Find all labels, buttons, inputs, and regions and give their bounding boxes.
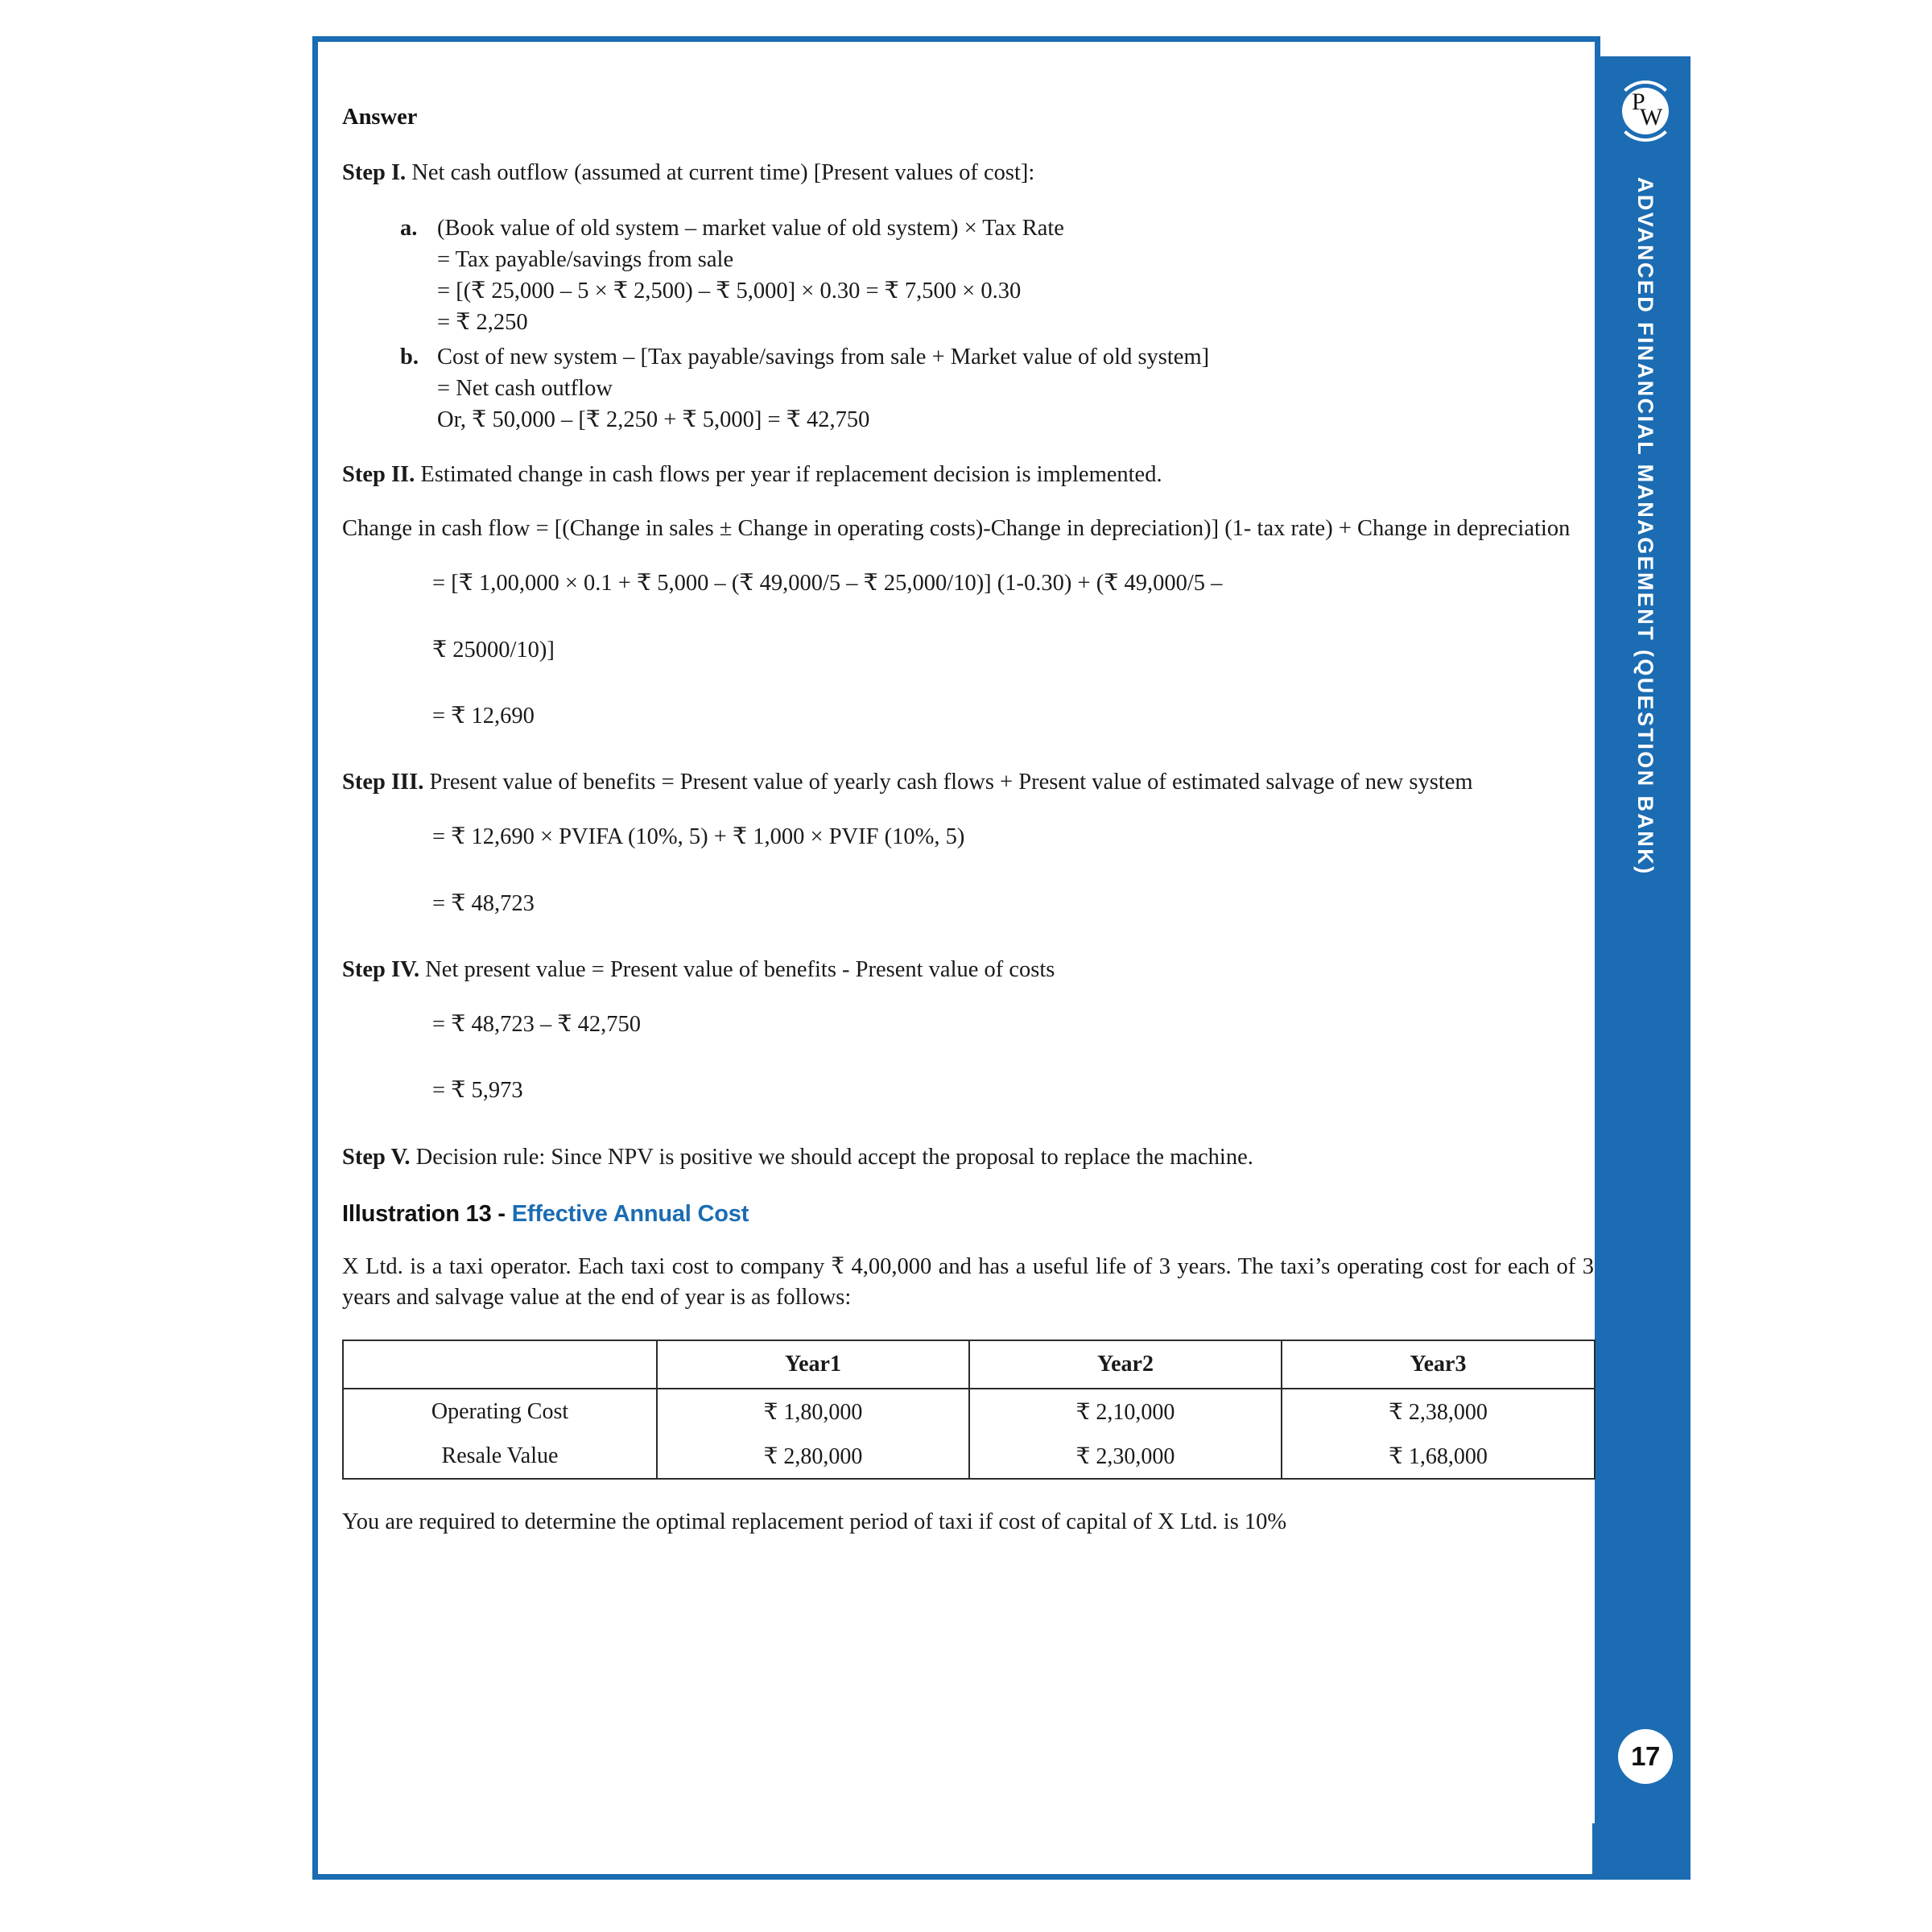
step-1-paragraph: [342, 158, 1594, 188]
step-1-list: [342, 213, 1614, 436]
illustration-number: Illustration 13: [342, 1201, 492, 1228]
step-4-equation-2: = ₹ 5,973: [432, 1078, 523, 1104]
step-4-paragraph: [342, 955, 1594, 985]
list-line: Or, ₹ 50,000 – [₹ 2,250 + ₹ 5,000] = ₹ 42,750: [437, 407, 870, 432]
step-4-text: Net present value = Present value of benefits - Present value of costs: [419, 957, 1055, 982]
step-3-equation-1: = ₹ 12,690 × PVIFA (10%, 5) + ₹ 1,000 × PVIF (10%, 5): [432, 824, 965, 850]
step-4-equation-1: = ₹ 48,723 – ₹ 42,750: [432, 1011, 641, 1037]
illustration-title: Effective Annual Cost: [511, 1201, 749, 1228]
table-cell: ₹ 1,68,000: [1282, 1434, 1595, 1479]
illustration-heading: [342, 1201, 1614, 1228]
table-header-cell: Year2: [969, 1340, 1282, 1389]
step-5-label: Step V.: [342, 1144, 411, 1170]
list-item: [342, 341, 1614, 436]
list-line: = Net cash outflow: [437, 375, 613, 401]
list-line: = Tax payable/savings from sale: [437, 246, 734, 272]
table-header-cell: Year3: [1282, 1340, 1595, 1389]
logo-letter-w: W: [1640, 104, 1663, 130]
list-line: (Book value of old system – market value of old system) × Tax Rate: [437, 215, 1064, 241]
table-row-label: Operating Cost: [343, 1389, 657, 1434]
step-5-paragraph: [342, 1142, 1594, 1173]
step-3-equation-2: = ₹ 48,723: [432, 890, 535, 916]
step-5-text: Decision rule: Since NPV is positive we should accept the proposal to replace the machine.: [410, 1144, 1253, 1170]
step-2-label: Step II.: [342, 461, 415, 487]
illustration-intro: X Ltd. is a taxi operator. Each taxi cost to company ₹ 4,00,000 and has a useful life of 3 years. The taxi’s operating cost for each of 3 years and salvage value at the end of year is as follows:: [342, 1254, 1594, 1310]
step-3-text: Present value of benefits = Present value of yearly cash flows + Present value of estimated salvage of new system: [423, 770, 1473, 795]
step-2-formula: Change in cash flow = [(Change in sales ± Change in operating costs)-Change in depreciation)] (1- tax rate) + Change in depreciation: [342, 516, 1571, 542]
table-header-cell: [343, 1340, 657, 1389]
list-line: Cost of new system – [Tax payable/savings from sale + Market value of old system]: [437, 344, 1210, 369]
step-2-equation-2: ₹ 25000/10)]: [432, 637, 555, 663]
sidebar-notch: [1592, 1823, 1604, 1880]
list-line: = ₹ 2,250: [437, 309, 528, 335]
document-body: [342, 105, 1614, 1562]
table-header-cell: Year1: [657, 1340, 969, 1389]
page-number-text: 17: [1631, 1741, 1660, 1771]
step-4-label: Step IV.: [342, 957, 420, 982]
sidebar-title-text: ADVANCED FINANCIAL MANAGEMENT (QUESTION BANK): [1633, 177, 1657, 876]
table-cell: ₹ 2,30,000: [969, 1434, 1282, 1479]
logo-letters: [1622, 88, 1669, 134]
page-number-badge: [1618, 1729, 1673, 1784]
list-marker: a.: [400, 215, 418, 241]
pw-logo: [1613, 79, 1678, 143]
illustration-separator: -: [491, 1201, 512, 1228]
answer-heading: Answer: [342, 105, 418, 130]
list-marker: b.: [400, 344, 419, 369]
step-3-paragraph: [342, 767, 1594, 798]
table-cell: ₹ 2,80,000: [657, 1434, 969, 1479]
table-cell: ₹ 2,38,000: [1282, 1389, 1595, 1434]
list-line: = [(₹ 25,000 – 5 × ₹ 2,500) – ₹ 5,000] × 0.30 = ₹ 7,500 × 0.30: [437, 278, 1022, 303]
table-row: [343, 1389, 1595, 1434]
illustration-closing: You are required to determine the optimal replacement period of taxi if cost of capital of X Ltd. is 10%: [342, 1509, 1287, 1535]
step-2-text: Estimated change in cash flows per year if replacement decision is implemented.: [415, 461, 1162, 487]
step-2-paragraph: [342, 460, 1594, 490]
step-2-equation-3: = ₹ 12,690: [432, 703, 535, 729]
table-cell: ₹ 2,10,000: [969, 1389, 1282, 1434]
logo-letter-p: P: [1632, 89, 1645, 115]
step-2-equation-1: = [₹ 1,00,000 × 0.1 + ₹ 5,000 – (₹ 49,000/5 – ₹ 25,000/10)] (1-0.30) + (₹ 49,000/5 –: [432, 571, 1223, 597]
list-item: [342, 213, 1614, 338]
step-1-text: Net cash outflow (assumed at current time) [Present values of cost]:: [406, 160, 1035, 185]
taxi-cost-table: [342, 1340, 1596, 1480]
step-1-label: Step I.: [342, 160, 407, 185]
table-cell: ₹ 1,80,000: [657, 1389, 969, 1434]
step-3-label: Step III.: [342, 770, 424, 795]
table-row-label: Resale Value: [343, 1434, 657, 1479]
table-row: [343, 1434, 1595, 1479]
table-header-row: [343, 1340, 1595, 1389]
